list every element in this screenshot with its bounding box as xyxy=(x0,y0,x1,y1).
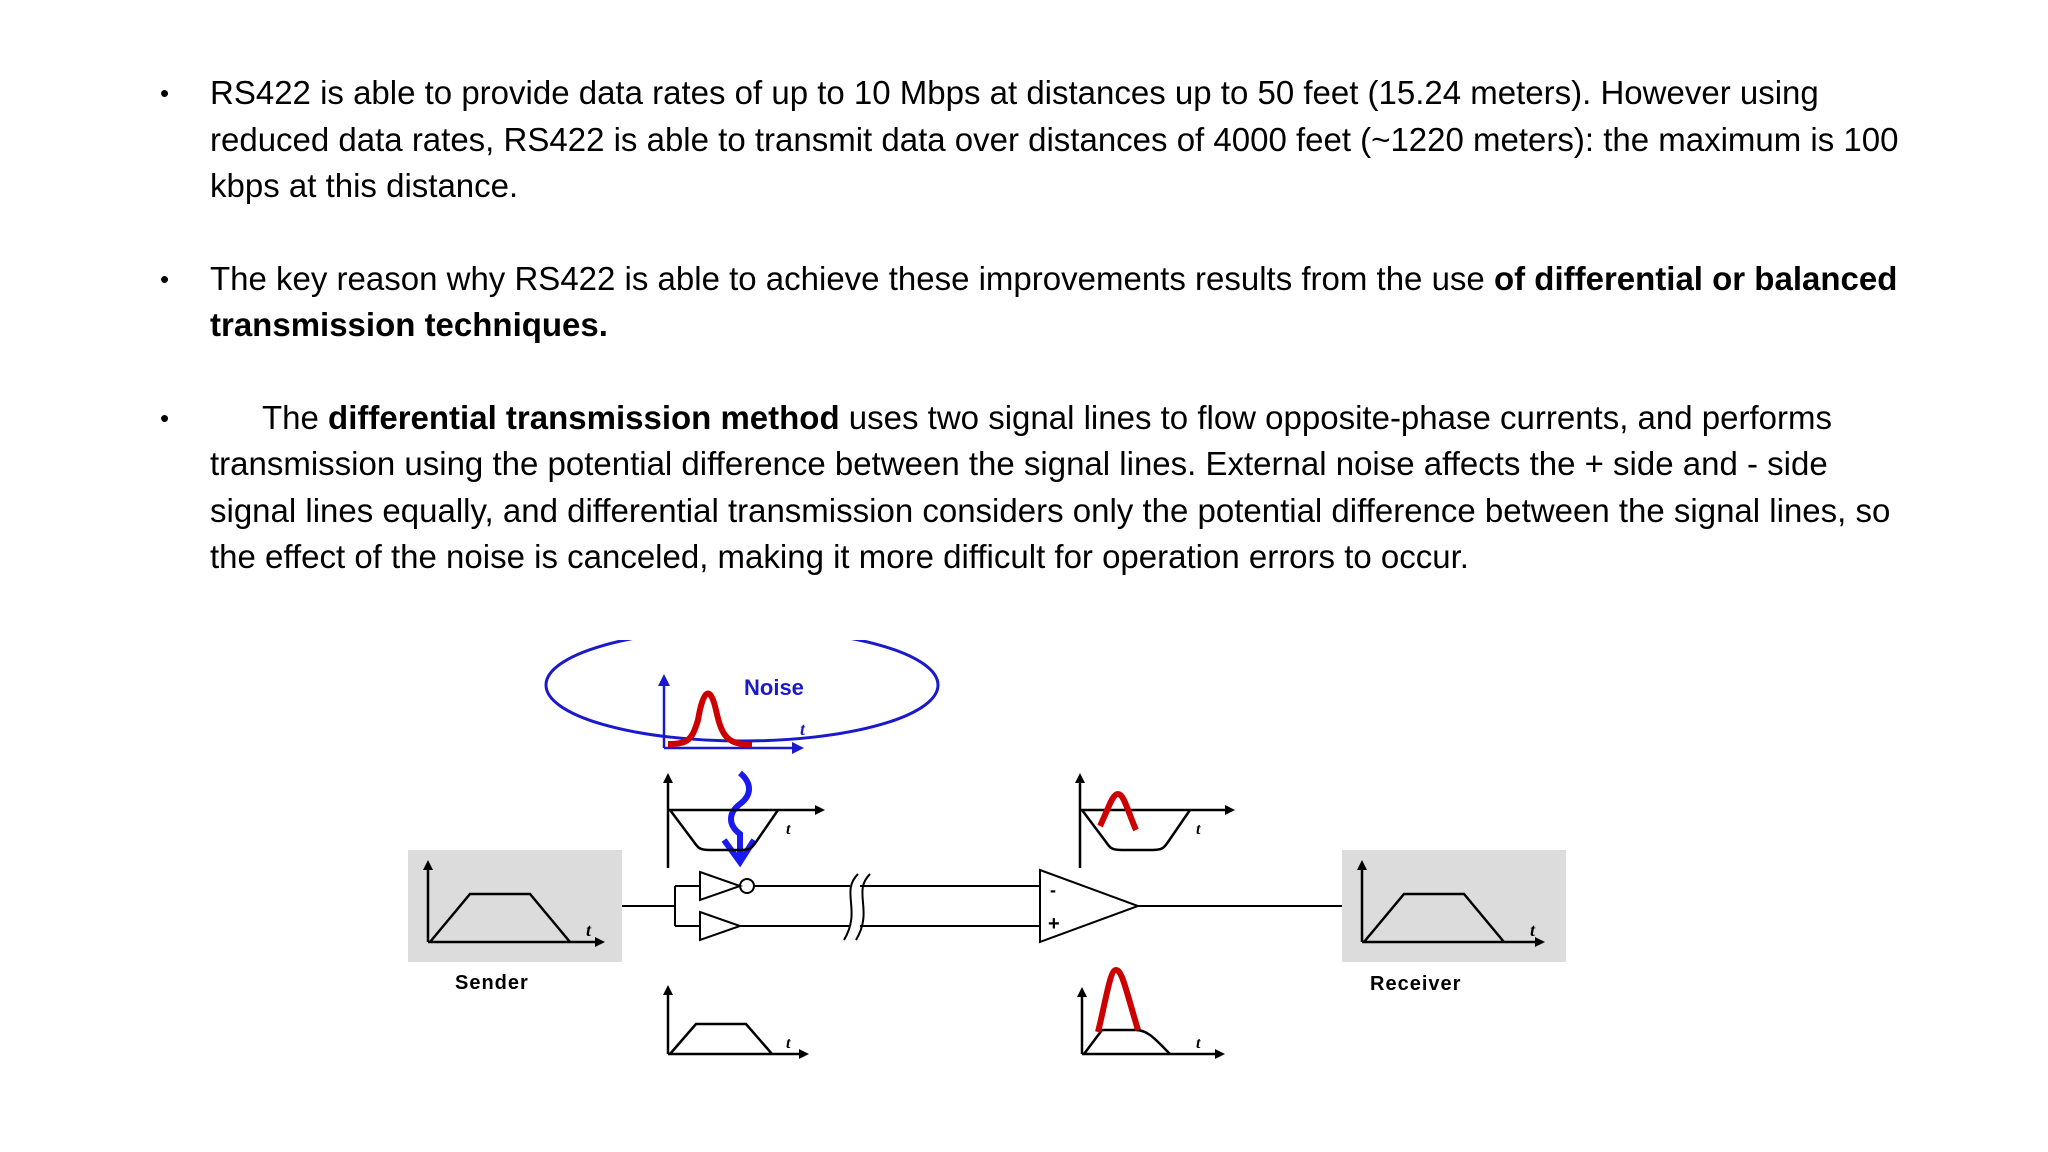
noise-on-minus-side xyxy=(1100,794,1136,830)
bullet-bold-text: of differential or balanced transmission techniques. xyxy=(210,259,1898,343)
noise-bubble xyxy=(546,640,938,748)
receiver-block xyxy=(1342,850,1566,995)
time-label: t xyxy=(1196,1035,1201,1052)
waveform-minus-side-receiver xyxy=(1080,778,1230,868)
bullet-text-continued: uses two signal lines to flow opposite-phase currents, and performs transmission using the potential difference between the signal lines. External noise affects the + side and - side signal lines equally, and differential transmission considers only the potential difference between the signal lines, so the effect of the noise is canceled, making it more difficult for operation errors to occur. xyxy=(210,398,1891,575)
differential-transmission-diagram xyxy=(400,640,1580,1070)
bullet-text: RS422 is able to provide data rates of up to 10 Mbps at distances up to 50 feet (15.24 meters). However using reduced data rates, RS422 is able to transmit data over distances of 4000 feet (~1220 meters): the maximum is 100 kbps at this distance. xyxy=(210,74,1899,204)
bullet-marker: • xyxy=(160,263,170,294)
noise-on-plus-side xyxy=(1098,970,1138,1032)
waveform-plus-side-sender xyxy=(668,990,804,1054)
bullet-item-differential-method xyxy=(160,395,1900,581)
receiver-time-label: t xyxy=(1530,920,1536,940)
bullet-bold-text: differential transmission method xyxy=(328,398,840,436)
minus-label: - xyxy=(1050,880,1056,900)
time-label: t xyxy=(786,821,791,838)
waveform-plus-side-receiver xyxy=(1082,970,1220,1054)
sender-label: Sender xyxy=(455,972,529,994)
bullet-marker: • xyxy=(160,78,170,108)
plus-label: + xyxy=(1048,913,1060,935)
bullet-list xyxy=(160,70,1900,627)
noise-label: Noise xyxy=(744,675,804,700)
noise-time-label: t xyxy=(800,719,806,739)
non-inverting-driver xyxy=(700,912,740,940)
noise-arrow-icon xyxy=(731,773,749,858)
sender-box xyxy=(408,850,622,962)
inverting-driver xyxy=(700,872,740,900)
sender-block xyxy=(408,850,622,994)
bullet-item-data-rates xyxy=(160,70,1900,210)
signal-wiring xyxy=(622,870,1342,942)
bullet-marker: • xyxy=(160,402,170,433)
noise-ellipse xyxy=(546,640,938,741)
bullet-item-key-reason xyxy=(160,256,1900,349)
bullet-text: The xyxy=(262,398,329,436)
bullet-text: The key reason why RS422 is able to achieve these improvements results from the use xyxy=(210,259,1494,297)
time-label: t xyxy=(1196,821,1201,838)
diagram-svg xyxy=(400,640,1580,1070)
sender-time-label: t xyxy=(586,920,592,940)
receiver-label: Receiver xyxy=(1370,973,1462,995)
receiver-box xyxy=(1342,850,1566,962)
time-label: t xyxy=(786,1035,791,1052)
